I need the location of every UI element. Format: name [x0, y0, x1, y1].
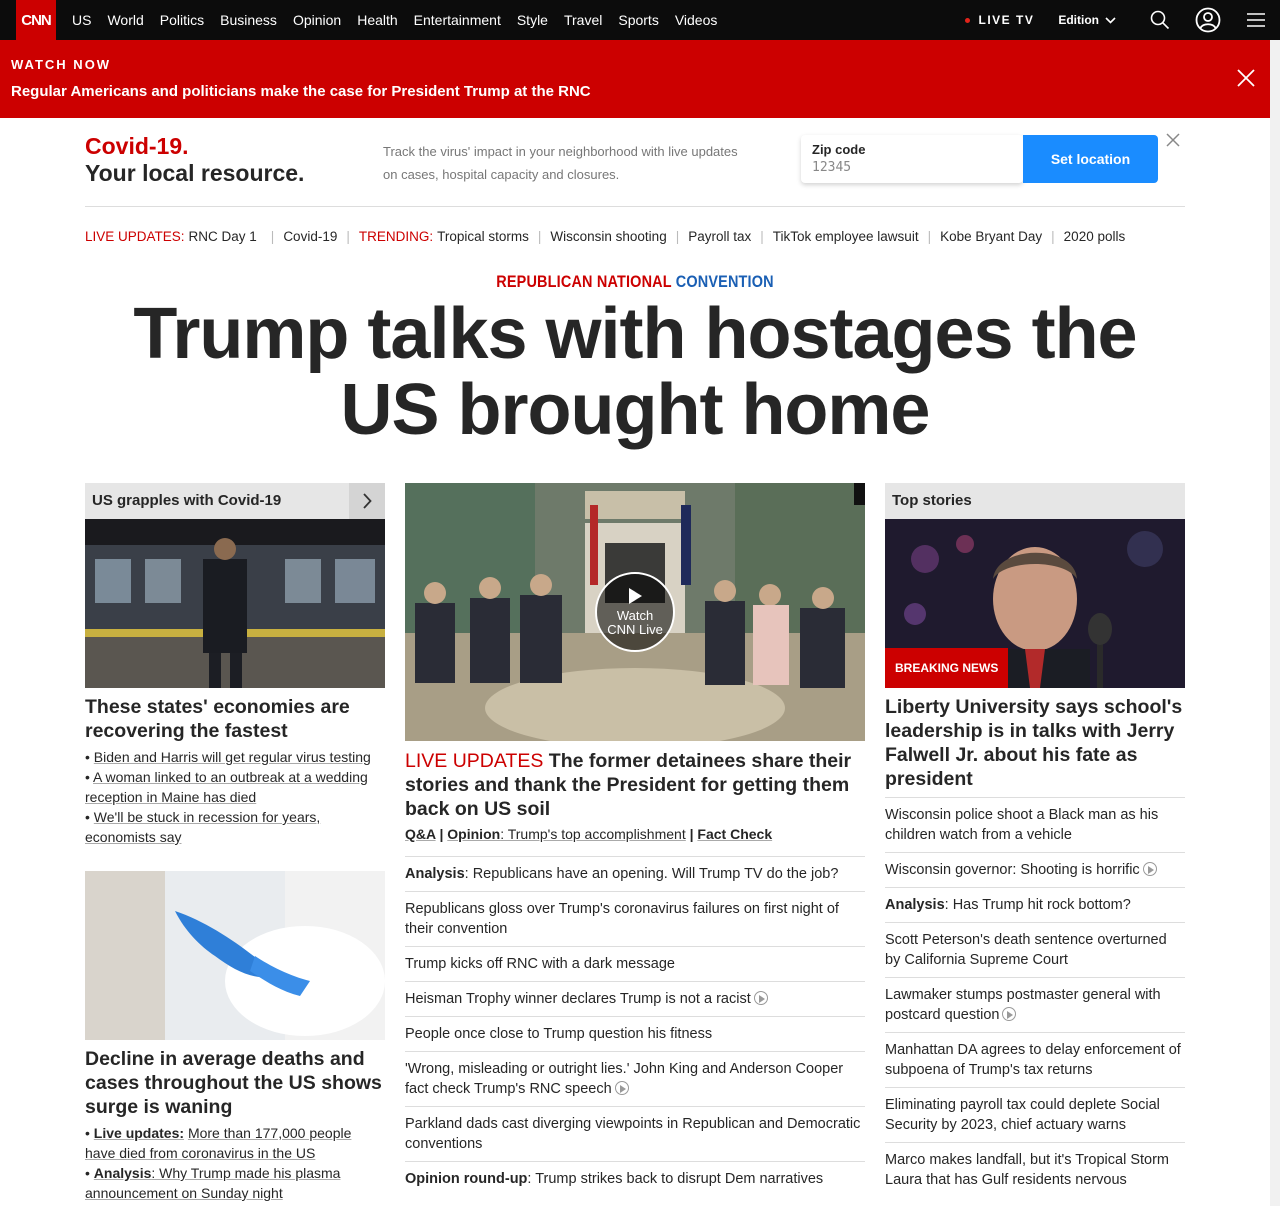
bullet-text: A woman linked to an outbreak at a wedding reception in Maine has died	[85, 769, 368, 805]
list-item[interactable]	[405, 1161, 865, 1196]
lead-story-text: The former detainees share their stories and thank the President for getting them back on US soil	[405, 750, 852, 820]
story-list	[405, 856, 865, 1196]
edition-dropdown[interactable]	[1058, 13, 1116, 27]
trending-item-covid[interactable]: Covid-19	[283, 229, 338, 244]
qa-link[interactable]: Q&A	[405, 826, 436, 842]
video-play-icon	[1002, 1007, 1016, 1021]
list-item-text: Marco makes landfall, but it's Tropical Storm Laura that has Gulf residents nervous	[885, 1152, 1170, 1188]
card-headline[interactable]: These states' economies are recovering the fastest	[85, 696, 350, 742]
list-item[interactable]: • Biden and Harris will get regular virus testing	[85, 749, 371, 765]
bullet-text: : Why Trump made his plasma announcement on Sunday night	[85, 1165, 341, 1201]
nav-link-business[interactable]: Business	[220, 12, 277, 28]
cnn-logo[interactable]: CNN	[16, 0, 56, 40]
nav-link-opinion[interactable]: Opinion	[292, 12, 342, 28]
list-item-text: Wisconsin governor: Shooting is horrific	[885, 862, 1140, 878]
list-item-text: Republicans gloss over Trump's coronavirus failures on first night of their convention	[405, 901, 839, 937]
list-item-text: : Trump strikes back to disrupt Dem narratives	[527, 1171, 824, 1187]
chevron-right-icon	[362, 493, 372, 509]
list-item[interactable]	[885, 1087, 1185, 1142]
nav-link-entertainment[interactable]: Entertainment	[413, 12, 501, 28]
hamburger-menu-icon	[1246, 12, 1266, 28]
list-item[interactable]	[405, 1106, 865, 1161]
list-item[interactable]	[885, 887, 1185, 922]
main-headline-line: US brought home	[340, 370, 930, 450]
live-tv-label: LIVE TV	[978, 13, 1035, 27]
list-item-text: : Republicans have an opening. Will Trump TV do the job?	[464, 866, 839, 882]
user-icon	[1195, 7, 1221, 33]
zip-code-label: Zip code	[812, 142, 866, 157]
close-icon[interactable]	[1165, 132, 1181, 148]
list-item[interactable]	[405, 1051, 865, 1106]
top-nav	[0, 0, 1280, 40]
watch-label: Watch	[616, 608, 654, 623]
opinion-link[interactable]	[447, 826, 685, 842]
trending-item[interactable]: 2020 polls	[1063, 229, 1126, 244]
trending-item-rnc[interactable]: RNC Day 1	[188, 229, 257, 244]
video-player[interactable]	[405, 483, 865, 741]
nav-link-travel[interactable]: Travel	[563, 12, 603, 28]
covid-description: Track the virus' impact in your neighborhood with live updates on cases, hospital capacity and closures.	[383, 144, 738, 182]
trending-bar: LIVE UPDATES: RNC Day 1 | Covid-19 | TRENDING: Tropical storms | Wisconsin shooting | Payroll tax | TikTok employee lawsuit | Kobe Bryant Day | 2020 polls	[85, 229, 1126, 244]
list-item-label: Analysis	[885, 897, 945, 913]
list-item[interactable]	[885, 1142, 1185, 1197]
close-icon[interactable]	[1236, 68, 1256, 88]
bullet-text: We'll be stuck in recession for years, economists say	[85, 809, 321, 845]
list-item[interactable]	[405, 946, 865, 981]
list-item[interactable]	[885, 1032, 1185, 1087]
cnn-live-label: CNN Live	[607, 622, 663, 637]
falwell-photo[interactable]	[885, 519, 1185, 688]
nav-link-sports[interactable]: Sports	[618, 12, 659, 28]
list-item-text: People once close to Trump question his fitness	[405, 1026, 713, 1042]
trending-label: TRENDING:	[358, 229, 434, 244]
watch-now-banner[interactable]	[0, 40, 1270, 118]
nav-link-politics[interactable]: Politics	[159, 12, 205, 28]
banner-kicker: WATCH NOW	[11, 57, 112, 72]
section-label-red: REPUBLICAN NATIONAL	[496, 272, 672, 291]
list-item-text: Scott Peterson's death sentence overturned by California Supreme Court	[885, 932, 1167, 968]
covid-title-red: Covid-19.	[85, 133, 189, 159]
section-label-blue: CONVENTION	[675, 272, 774, 291]
gloves-image	[85, 871, 385, 1040]
nav-link-us[interactable]: US	[72, 12, 92, 28]
bullet-text: More than 177,000 people have died from coronavirus in the US	[85, 1125, 352, 1161]
live-updates-label: LIVE UPDATES:	[85, 229, 185, 244]
module-title: Top stories	[892, 492, 972, 509]
list-item-text: 'Wrong, misleading or outright lies.' John King and Anderson Cooper fact check Trump's RNC speech	[405, 1061, 844, 1097]
menu-button[interactable]	[1232, 0, 1280, 40]
zip-code-field[interactable]	[801, 135, 1023, 183]
edition-label: Edition	[1058, 13, 1099, 27]
list-item[interactable]: • Analysis: Why Trump made his plasma announcement on Sunday night	[85, 1165, 341, 1201]
list-item[interactable]	[885, 852, 1185, 887]
bullet-label: Analysis	[93, 1165, 152, 1181]
nav-links	[64, 12, 725, 28]
list-item-label: Analysis	[405, 866, 465, 882]
nav-link-world[interactable]: World	[107, 12, 144, 28]
list-item-text: Trump kicks off RNC with a dark message	[405, 956, 675, 972]
lead-story-links: Q&A | Opinion: Trump's top accomplishment | Fact Check	[405, 826, 773, 842]
list-item-text: : Has Trump hit rock bottom?	[944, 897, 1131, 913]
trending-item[interactable]: Kobe Bryant Day	[940, 229, 1043, 244]
trending-item[interactable]: TikTok employee lawsuit	[772, 229, 919, 244]
breaking-news-badge: BREAKING NEWS	[885, 648, 1008, 688]
trending-item[interactable]: Payroll tax	[688, 229, 752, 244]
list-item[interactable]: • A woman linked to an outbreak at a wedding reception in Maine has died	[85, 769, 368, 805]
list-item-text: Lawmaker stumps postmaster general with postcard question	[885, 987, 1161, 1023]
list-item[interactable]	[405, 1016, 865, 1051]
list-item-text: Heisman Trophy winner declares Trump is not a racist	[405, 991, 751, 1007]
chevron-down-icon	[1105, 17, 1116, 24]
module-header	[885, 483, 1185, 519]
list-item[interactable]	[405, 891, 865, 946]
list-item-text: Manhattan DA agrees to delay enforcement of subpoena of Trump's tax returns	[885, 1042, 1181, 1078]
live-dot-icon	[965, 18, 970, 23]
covid-module-title	[85, 133, 304, 187]
section-label[interactable]	[95, 272, 1175, 292]
left-column	[85, 483, 385, 1203]
opinion-text: : Trump's top accomplishment	[500, 826, 686, 842]
list-item[interactable]	[885, 922, 1185, 977]
list-item-text: Wisconsin police shoot a Black man as his children watch from a vehicle	[885, 807, 1159, 843]
nav-link-style[interactable]: Style	[516, 12, 548, 28]
middle-column	[405, 483, 865, 1196]
trending-item[interactable]: Wisconsin shooting	[550, 229, 667, 244]
list-item[interactable]: • Live updates: More than 177,000 people have died from coronavirus in the US	[85, 1125, 352, 1161]
play-icon	[627, 587, 643, 605]
video-play-icon	[754, 991, 768, 1005]
main-headline-line: Trump talks with hostages the	[133, 294, 1137, 374]
nav-right	[965, 0, 1280, 40]
gloves-photo[interactable]	[85, 871, 385, 1040]
subway-photo[interactable]	[85, 519, 385, 688]
search-button[interactable]	[1136, 0, 1184, 40]
covid-title-black: Your local resource.	[85, 160, 305, 186]
list-item-text: Parkland dads cast diverging viewpoints in Republican and Democratic conventions	[405, 1116, 861, 1152]
watch-live-play-button[interactable]	[595, 572, 675, 652]
lead-story-headline[interactable]	[405, 749, 865, 821]
top-story-headline[interactable]: Liberty University says school's leadership is in talks with Jerry Falwell Jr. about his fate as president	[885, 696, 1183, 790]
opinion-label: Opinion	[447, 826, 501, 842]
video-play-icon	[615, 1081, 629, 1095]
fact-check-link[interactable]: Fact Check	[697, 826, 773, 842]
search-icon	[1150, 10, 1170, 30]
zip-code-input[interactable]: 12345	[812, 160, 852, 175]
next-button[interactable]	[349, 483, 385, 519]
right-column	[885, 483, 1185, 1197]
list-item[interactable]	[405, 981, 865, 1016]
trending-item[interactable]: Tropical storms	[437, 229, 529, 244]
set-location-button[interactable]: Set location	[1023, 135, 1158, 183]
module-header[interactable]	[85, 483, 385, 519]
bullet-list	[85, 1123, 385, 1203]
list-item[interactable]	[885, 797, 1185, 852]
live-tv-link[interactable]	[965, 13, 1034, 27]
banner-headline[interactable]: Regular Americans and politicians make the case for President Trump at the RNC	[11, 83, 591, 100]
bullet-text: Biden and Harris will get regular virus testing	[93, 749, 371, 765]
subway-image	[85, 519, 385, 688]
list-item[interactable]	[405, 856, 865, 891]
card-headline[interactable]: Decline in average deaths and cases throughout the US shows surge is waning	[85, 1048, 382, 1118]
list-item[interactable]: • We'll be stuck in recession for years, economists say	[85, 809, 321, 845]
main-headline[interactable]	[0, 296, 1270, 448]
video-play-icon	[1143, 862, 1157, 876]
bullet-label: Live updates:	[93, 1125, 185, 1141]
module-title: US grapples with Covid-19	[92, 492, 282, 509]
nav-link-health[interactable]: Health	[357, 12, 398, 28]
scrollbar[interactable]	[1270, 40, 1280, 1206]
list-item-text: Eliminating payroll tax could deplete Social Security by 2023, chief actuary warns	[885, 1097, 1160, 1133]
top-stories-list	[885, 797, 1185, 1197]
live-updates-label: LIVE UPDATES	[405, 750, 544, 772]
list-item[interactable]	[885, 977, 1185, 1032]
account-button[interactable]	[1184, 0, 1232, 40]
covid-local-module	[85, 118, 1185, 207]
bullet-list	[85, 747, 385, 847]
list-item-label: Opinion round-up	[405, 1171, 528, 1187]
nav-link-videos[interactable]: Videos	[674, 12, 718, 28]
